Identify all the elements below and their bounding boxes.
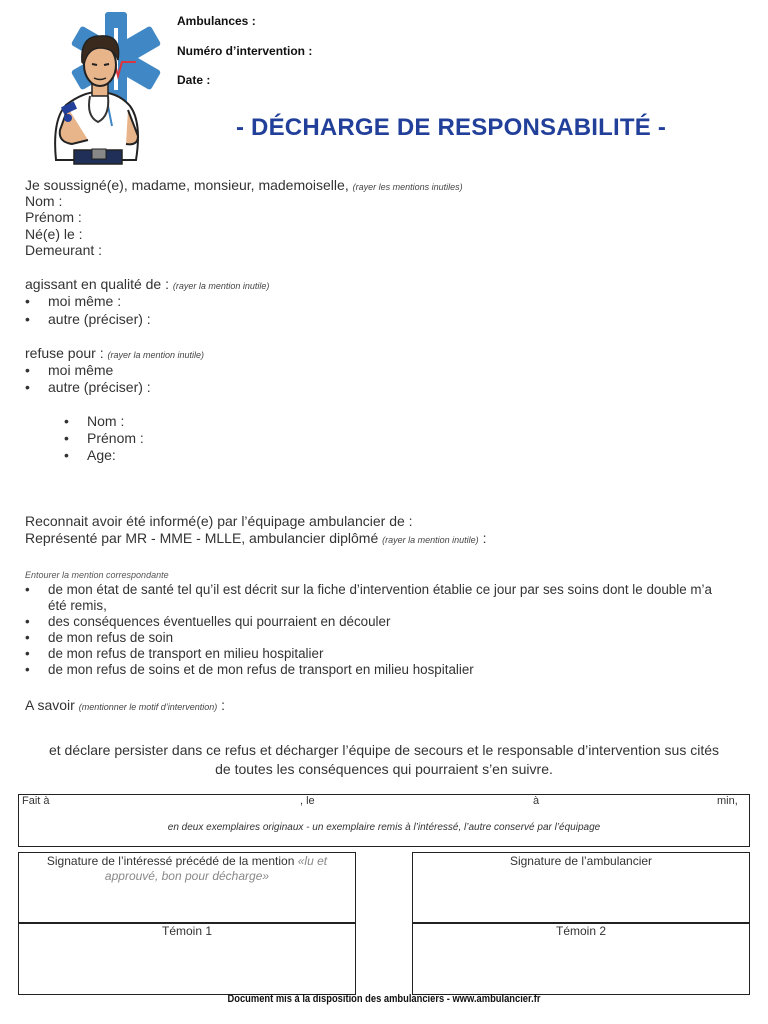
refuse-sub-prenom: • Prénom : (87, 430, 144, 447)
identity-intro-text: Je soussigné(e), madame, monsieur, mademoiselle, (25, 177, 349, 193)
signature-ambulancier-label: Signature de l’ambulancier (509, 854, 653, 868)
fait-label: Fait à (22, 795, 50, 807)
signature-interesse-label: Signature de l’intéressé précédé de la mention (46, 854, 295, 868)
signature-interesse-quote-1: «lu et (297, 854, 328, 868)
informed-line-1: Reconnait avoir été informé(e) par l’équipage ambulancier de : (25, 513, 413, 529)
refuse-item-other: • autre (préciser) : (48, 379, 151, 396)
signature-interesse-box[interactable] (18, 852, 356, 924)
mention-item-consequences: • des conséquences éventuelles qui pourraient en découler (48, 614, 390, 630)
mention-item-refus-both: • de mon refus de soins et de mon refus de transport en milieu hospitalier (48, 662, 474, 678)
declaration-line-2: de toutes les conséquences qui pourraient s’en suivre. (215, 761, 553, 777)
footer-credit: Document mis à la disposition des ambulanciers - www.ambulancier.fr (227, 993, 541, 1005)
refuse-item-self: • moi même (48, 362, 113, 379)
mention-item-refus-soin: • de mon refus de soin (48, 630, 173, 646)
date-label: Date : (177, 73, 211, 87)
mention-item-health-state: • de mon état de santé tel qu’il est décrit sur la fiche d’intervention établie ce jour par ses soins dont le double m’a (48, 582, 712, 598)
signature-interesse-line-1 (19, 854, 355, 869)
acting-item-other: • autre (préciser) : (48, 311, 151, 328)
min-label: min, (717, 795, 738, 807)
refuse-sub-age: • Age: (87, 447, 116, 464)
acting-label-text: agissant en qualité de : (25, 276, 169, 292)
informed-line-2 (25, 530, 486, 549)
acting-label (25, 276, 269, 295)
heure-label: à (533, 795, 540, 807)
ambulances-label: Ambulances : (177, 14, 256, 28)
informed-line-2-text: Représenté par MR - MME - MLLE, ambulancier diplômé (25, 530, 379, 546)
signature-interesse-quote-2: approuvé, bon pour décharge» (104, 869, 270, 883)
mentions-note: Entourer la mention correspondante (25, 570, 169, 580)
acting-note: (rayer la mention inutile) (172, 281, 270, 291)
signature-interesse-caption (19, 854, 355, 884)
refuse-note: (rayer la mention inutile) (107, 350, 205, 360)
identity-intro-note: (rayer les mentions inutiles) (352, 182, 463, 192)
field-prenom: Prénom : (25, 209, 82, 225)
copies-note: en deux exemplaires originaux - un exemplaire remis à l’intéressé, l’autre conservé par l’équipage (167, 822, 601, 833)
fait-box[interactable] (18, 794, 750, 847)
refuse-label (25, 345, 204, 364)
savoir-end: : (221, 697, 226, 713)
acting-item-self: • moi même : (48, 293, 121, 310)
le-label: , le (300, 795, 315, 807)
mention-item-health-state-cont: été remis, (48, 598, 107, 613)
informed-line-2-end: : (482, 530, 487, 546)
informed-line-2-note: (rayer la mention inutile) (382, 535, 479, 545)
field-demeurant: Demeurant : (25, 242, 103, 258)
field-ne-le: Né(e) le : (25, 226, 83, 242)
paramedic-illustration (38, 10, 168, 168)
temoin-1-label: Témoin 1 (161, 924, 213, 938)
temoin-1-box[interactable] (18, 922, 356, 995)
refuse-sub-nom: • Nom : (87, 413, 124, 430)
document-title: - DÉCHARGE DE RESPONSABILITÉ - (236, 114, 667, 141)
field-nom: Nom : (25, 193, 63, 209)
intervention-number-label: Numéro d’intervention : (177, 44, 313, 58)
temoin-2-box[interactable] (412, 922, 750, 995)
savoir-label: A savoir (25, 697, 75, 713)
refuse-label-text: refuse pour : (25, 345, 104, 361)
savoir-note: (mentionner le motif d’intervention) (78, 702, 218, 712)
declaration-line-1: et déclare persister dans ce refus et décharger l’équipe de secours et le responsable d’intervention sus cités (48, 742, 720, 758)
identity-intro (25, 177, 463, 196)
signature-ambulancier-box[interactable] (412, 852, 750, 924)
temoin-2-label: Témoin 2 (555, 924, 607, 938)
declaration (0, 741, 768, 779)
savoir-line (25, 697, 225, 716)
mention-item-refus-transport: • de mon refus de transport en milieu hospitalier (48, 646, 323, 662)
